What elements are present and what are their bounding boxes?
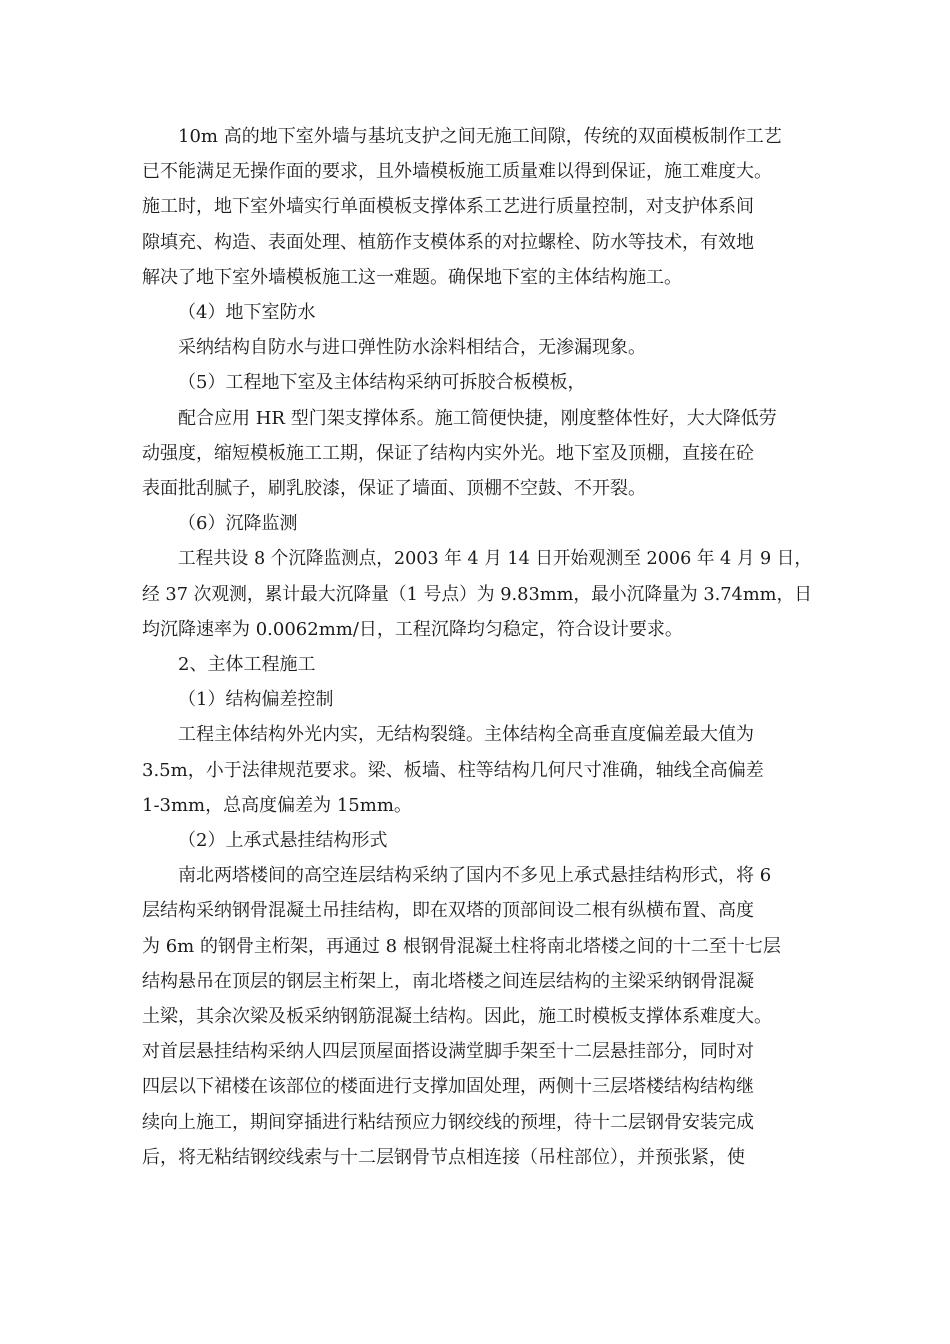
document-body xyxy=(142,119,812,1175)
text-line: 工程共设 8 个沉降监测点，2003 年 4 月 14 日开始观测至 2006 年 4 月 9 日， xyxy=(178,548,812,570)
text-line: 1-3mm，总高度偏差为 15mm。 xyxy=(142,794,412,816)
section-heading: （4）地下室防水 xyxy=(178,302,316,324)
text-line: 采纳结构自防水与进口弹性防水涂料相结合，无渗漏现象。 xyxy=(178,337,646,359)
text-line: 已不能满足无操作面的要求，且外墙模板施工质量难以得到保证，施工难度大。 xyxy=(142,161,772,183)
text-line: 南北两塔楼间的高空连层结构采纳了国内不多见上承式悬挂结构形式，将 6 xyxy=(178,865,772,887)
section-heading: （6）沉降监测 xyxy=(178,513,298,535)
text-line: 隙填充、构造、表面处理、植筋作支模体系的对拉螺栓、防水等技术，有效地 xyxy=(142,231,754,253)
text-line: 结构悬吊在顶层的钢层主桁架上，南北塔楼之间连层结构的主梁采纳钢骨混凝 xyxy=(142,970,754,992)
text-line: 10m 高的地下室外墙与基坑支护之间无施工间隙，传统的双面模板制作工艺 xyxy=(178,126,782,147)
section-heading: （5）工程地下室及主体结构采纳可拆胶合板模板， xyxy=(178,372,586,394)
text-line: 配合应用 HR 型门架支撑体系。施工简便快捷，刚度整体性好，大大降低劳 xyxy=(178,407,777,429)
text-line: 土梁，其余次梁及板采纳钢筋混凝土结构。因此，施工时模板支撑体系难度大。 xyxy=(142,1006,772,1028)
text-line: 四层以下裙楼在该部位的楼面进行支撑加固处理，两侧十三层塔楼结构结构继 xyxy=(142,1076,754,1098)
section-heading: （2）上承式悬挂结构形式 xyxy=(178,830,388,852)
section-heading: 2、主体工程施工 xyxy=(178,654,316,676)
text-line: 动强度，缩短模板施工工期，保证了结构内实外光。地下室及顶棚，直接在砼 xyxy=(142,442,754,464)
text-line: 为 6m 的钢骨主桁架，再通过 8 根钢骨混凝土柱将南北塔楼之间的十二至十七层 xyxy=(142,935,781,957)
text-line: 对首层悬挂结构采纳人四层顶屋面搭设满堂脚手架至十二层悬挂部分，同时对 xyxy=(142,1041,754,1063)
section-heading: （1）结构偏差控制 xyxy=(178,689,334,711)
text-line: 表面批刮腻子，刷乳胶漆，保证了墙面、顶棚不空鼓、不开裂。 xyxy=(142,478,646,500)
text-line: 续向上施工，期间穿插进行粘结预应力钢绞线的预埋，待十二层钢骨安装完成 xyxy=(142,1111,754,1133)
text-line: 3.5m，小于法律规范要求。梁、板墙、柱等结构几何尺寸准确，轴线全高偏差 xyxy=(142,759,764,781)
text-line: 后，将无粘结钢绞线索与十二层钢骨节点相连接（吊柱部位），并预张紧，使 xyxy=(142,1146,745,1168)
text-line: 工程主体结构外光内实，无结构裂缝。主体结构全高垂直度偏差最大值为 xyxy=(178,724,754,746)
text-line: 均沉降速率为 0.0062mm/日，工程沉降均匀稳定，符合设计要求。 xyxy=(142,618,683,640)
text-line: 经 37 次观测，累计最大沉降量（1 号点）为 9.83mm，最小沉降量为 3.74mm，日 xyxy=(142,583,813,605)
text-line: 施工时，地下室外墙实行单面模板支撑体系工艺进行质量控制，对支护体系间 xyxy=(142,196,754,218)
text-line: 解决了地下室外墙模板施工这一难题。确保地下室的主体结构施工。 xyxy=(142,266,682,288)
text-line: 层结构采纳钢骨混凝土吊挂结构，即在双塔的顶部间设二根有纵横布置、高度 xyxy=(142,900,754,922)
